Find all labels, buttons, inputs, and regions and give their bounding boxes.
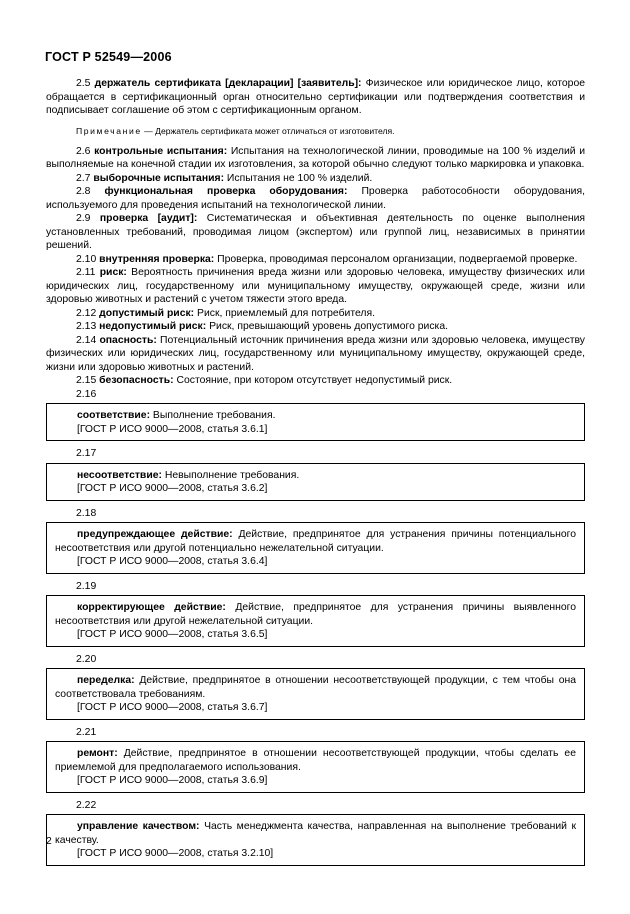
term-definition: Испытания на технологической линии, проводимые на 100 % изделий и выполняемые на конечной стадии их изготовления, за которой обычно следуют только маркировка и упаковка. — [46, 145, 586, 170]
page-header: ГОСТ Р 52549—2006 — [45, 50, 172, 64]
term-name: соответствие: — [77, 410, 151, 421]
term-reference: [ГОСТ Р ИСО 9000—2008, статья 3.6.1] — [77, 423, 268, 435]
term-entry — [46, 145, 585, 172]
term-definition: Действие, предпринятое в отношении несоответствующей продукции, чтобы сделать ее приемлемой для предполагаемого использования. — [55, 748, 576, 773]
term-definition: Невыполнение требования. — [164, 469, 300, 481]
term-number: 2.14 — [76, 334, 97, 346]
term-entry — [46, 172, 585, 186]
term-definition: Действие, предпринятое для устранения причины выявленного несоответствия или другой нежелательной ситуации. — [55, 602, 576, 627]
term-definition: Проверка, проводимая персоналом организации, подвергаемой проверке. — [217, 253, 578, 265]
term-name: проверка [аудит]: — [99, 213, 198, 224]
term-number: 2.6 — [76, 145, 91, 157]
term-name: управление качеством: — [77, 821, 200, 832]
term-name: выборочные испытания: — [93, 172, 225, 184]
term-entry — [46, 77, 585, 118]
term-reference: [ГОСТ Р ИСО 9000—2008, статья 3.2.10] — [77, 848, 274, 859]
term-number: 2.18 — [76, 507, 97, 519]
term-box — [46, 668, 585, 720]
term-number: 2.11 — [76, 267, 96, 278]
term-name: контрольные испытания: — [94, 145, 228, 157]
term-number: 2.22 — [76, 799, 97, 811]
term-entry — [46, 266, 585, 307]
term-box — [46, 403, 585, 441]
term-definition: Выполнение требования. — [152, 410, 276, 421]
term-number: 2.17 — [76, 448, 97, 459]
term-number: 2.19 — [76, 580, 97, 592]
term-name: допустимый риск: — [99, 307, 195, 319]
term-definition: Риск, приемлемый для потребителя. — [197, 307, 375, 319]
page-number: 2 — [46, 836, 52, 847]
term-entry — [46, 320, 585, 334]
term-reference: [ГОСТ Р ИСО 9000—2008, статья 3.6.5] — [77, 629, 268, 640]
term-definition: Вероятность причинения вреда жизни или здоровью человека, имуществу физических или юридических лиц, государственному или муниципальному имуществу, окружающей среде, жизни или здоровью животных и растений с учетом тяжести этого вреда. — [46, 267, 585, 305]
term-box — [46, 595, 585, 647]
term-number: 2.5 — [76, 78, 91, 89]
term-number: 2.16 — [76, 388, 97, 400]
term-number: 2.10 — [76, 253, 97, 265]
term-name: предупреждающее действие: — [77, 529, 233, 540]
term-entry — [55, 747, 576, 774]
term-entry — [46, 212, 585, 253]
term-entry — [55, 601, 576, 628]
term-entry — [46, 307, 585, 321]
term-name: корректирующее действие: — [77, 602, 226, 613]
term-number: 2.20 — [76, 653, 97, 665]
term-box — [46, 522, 585, 574]
term-number: 2.7 — [76, 172, 91, 184]
term-reference: [ГОСТ Р ИСО 9000—2008, статья 3.6.7] — [77, 702, 268, 713]
term-definition: Риск, превышающий уровень допустимого риска. — [209, 321, 448, 332]
term-number: 2.8 — [76, 186, 91, 197]
note — [46, 125, 585, 137]
term-name: держатель сертификата [декларации] [заявитель]: — [94, 78, 362, 89]
term-box — [46, 814, 585, 866]
term-reference: [ГОСТ Р ИСО 9000—2008, статья 3.6.9] — [77, 775, 268, 786]
term-entry — [46, 334, 585, 375]
term-number: 2.13 — [76, 321, 97, 332]
document-body — [46, 77, 585, 872]
term-definition: Состояние, при котором отсутствует недопустимый риск. — [176, 375, 453, 386]
term-name: ремонт: — [77, 748, 118, 759]
term-number: 2.12 — [76, 307, 97, 319]
term-name: функциональная проверка оборудования: — [104, 186, 348, 197]
term-definition: Систематическая и объективная деятельность по оценке выполнения установленных требований, проводимая лицом (экспертом) или группой лиц, независимых в принятии решений. — [46, 213, 586, 251]
term-name: внутренняя проверка: — [99, 253, 215, 265]
term-entry — [55, 674, 576, 701]
note-text: — Держатель сертификата может отличаться от изготовителя. — [144, 125, 395, 136]
term-box — [46, 463, 585, 501]
term-entry — [55, 820, 576, 847]
term-entry — [55, 409, 576, 423]
term-definition: Потенциальный источник причинения вреда жизни или здоровью человека, имуществу физических или юридических лиц, государственному или муниципальному имуществу, окружающей среде, жизни или здоровью животных и растений. — [46, 334, 586, 373]
term-name: безопасность: — [99, 375, 174, 386]
term-entry — [46, 374, 585, 388]
term-name: риск: — [99, 267, 127, 278]
term-definition: Действие, предпринятое в отношении несоответствующей продукции, с тем чтобы она соответствовала требованиям. — [55, 675, 577, 700]
term-number: 2.21 — [76, 726, 97, 738]
term-number: 2.15 — [76, 375, 97, 386]
term-definition: Действие, предпринятое для устранения причины потенциального несоответствия или другой потенциально нежелательной ситуации. — [55, 529, 576, 554]
note-label: Примечание — [76, 125, 142, 136]
term-reference: [ГОСТ Р ИСО 9000—2008, статья 3.6.4] — [77, 556, 268, 567]
term-name: несоответствие: — [77, 469, 162, 481]
term-entry — [46, 253, 585, 267]
term-name: переделка: — [77, 675, 135, 686]
term-name: опасность: — [99, 334, 157, 346]
term-box — [46, 741, 585, 793]
term-reference: [ГОСТ Р ИСО 9000—2008, статья 3.6.2] — [77, 483, 268, 494]
term-definition: Проверка работособности оборудования, используемого для проведения испытаний на технологической линии. — [46, 186, 585, 211]
term-entry — [55, 469, 576, 483]
term-entry — [55, 528, 576, 555]
term-definition: Физическое или юридическое лицо, которое обращается в сертификационный орган относительно сертификации или подтверждения соответствия и подписывает соглашение об этом с сертификационным органом. — [46, 78, 586, 116]
term-number: 2.9 — [76, 213, 91, 224]
term-name: недопустимый риск: — [99, 321, 207, 332]
term-entry — [46, 185, 585, 212]
term-definition: Часть менеджмента качества, направленная на выполнение требований к качеству. — [55, 821, 577, 846]
term-definition: Испытания не 100 % изделий. — [226, 172, 373, 184]
